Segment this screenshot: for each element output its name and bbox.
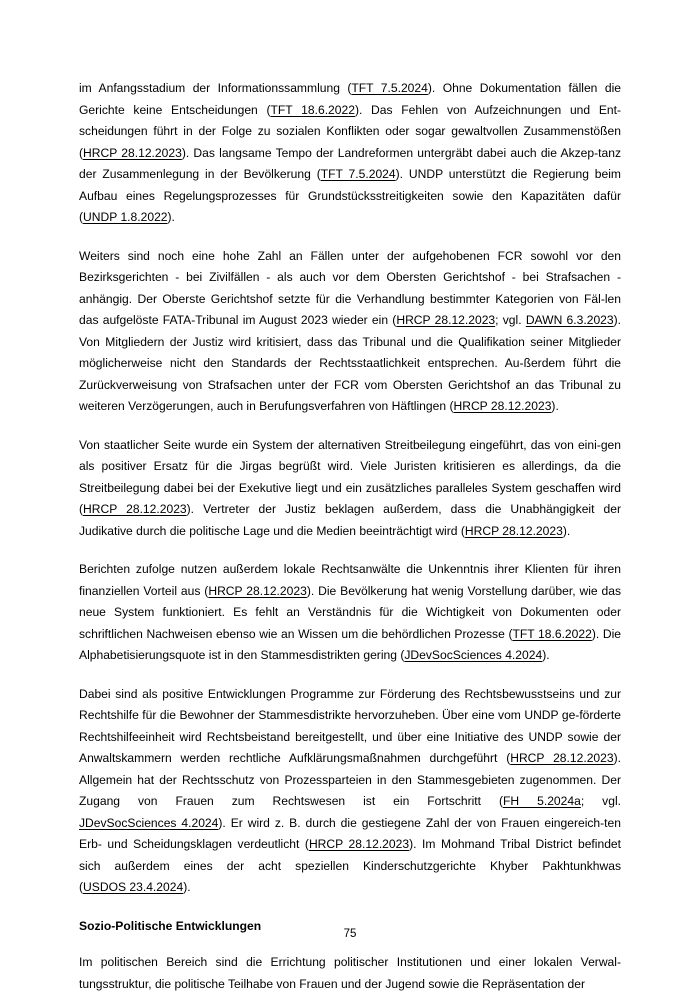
paragraph-2: Weiters sind noch eine hohe Zahl an Fällen unter der aufgehobenen FCR sowohl vor den Bezirksgerichten - bei Zivilfällen - als auch vor dem Obersten Gerichtshof - bei Strafsachen - anhängig. Der Oberste Gerichtshof setzte für die Verhandlung bestimmter Kategorien von Fäl-len das aufgelöste FATA-Tribunal im August 2023 wieder ein (HRCP 28.12.2023; vgl. DAWN 6.3.2023). Von Mitgliedern der Justiz wird kritisiert, dass das Tribunal und die Qualifikation seiner Mitglieder möglicherweise nicht den Standards der Rechtsstaatlichkeit entsprechen. Au-ßerdem führt die Zurückverweisung von Strafsachen unter der FCR vom Obersten Gerichtshof an das Tribunal zu weiteren Verzögerungen, auch in Berufungsverfahren von Häftlingen (HRCP 28.12.2023).: [79, 248, 622, 413]
source-citation[interactable]: UNDP 1.8.2022: [83, 210, 168, 224]
paragraph-5: Dabei sind als positive Entwicklungen Programme zur Förderung des Rechtsbewusstseins und zur Rechtshilfe für die Bewohner der Stammesdistrikte hervorzuheben. Über eine vom UNDP ge-förderte Rechtshilfeeinheit wird Rechtsbeistand bereitgestellt, und über eine Initiative des UNDP sowie der Anwaltskammern werden rechtliche Aufklärungsmaßnahmen durchgeführt (HRCP 28.12.2023). Allgemein hat der Rechtsschutz von Prozessparteien in den Stammesgebieten zugenommen. Der Zugang von Frauen zum Rechtswesen ist ein Fortschritt (FH 5.2024a; vgl. JDevSocSciences 4.2024). Er wird z. B. durch die gestiegene Zahl der von Frauen eingereich-ten Erb- und Scheidungsklagen verdeutlicht (HRCP 28.12.2023). Im Mohmand Tribal District befindet sich außerdem eines der acht speziellen Kinderschutzgerichte Khyber Pakhtunkhwas (USDOS 23.4.2024).: [79, 686, 622, 894]
source-citation[interactable]: JDevSocSciences 4.2024: [404, 648, 543, 662]
source-citation[interactable]: HRCP 28.12.2023: [510, 751, 614, 765]
source-citation[interactable]: TFT 7.5.2024: [320, 167, 396, 181]
paragraph-1: im Anfangsstadium der Informationssammlung (TFT 7.5.2024). Ohne Dokumentation fällen die Gerichte keine Entscheidungen (TFT 18.6.2022). Das Fehlen von Aufzeichnungen und Ent-scheidungen führt in der Folge zu sozialen Konflikten oder sogar gewaltvollen Zusammenstößen (HRCP 28.12.2023). Das langsame Tempo der Landreformen untergräbt dabei auch die Akzep-tanz der Zusammenlegung in der Bevölkerung (TFT 7.5.2024). UNDP unterstützt die Regierung beim Aufbau eines Regelungsprozesses für Grundstücksstreitigkeiten sowie den Kapazitäten dafür (UNDP 1.8.2022).: [79, 81, 622, 224]
source-citation[interactable]: JDevSocSciences 4.2024: [79, 815, 219, 830]
source-citation[interactable]: HRCP 28.12.2023: [83, 502, 187, 516]
source-citation[interactable]: HRCP 28.12.2023: [308, 837, 410, 851]
source-citation[interactable]: HRCP 28.12.2023: [464, 523, 563, 538]
source-citation[interactable]: HRCP 28.12.2023: [453, 399, 552, 413]
page-number: 75: [343, 928, 357, 940]
source-citation[interactable]: FH 5.2024a: [503, 794, 581, 808]
paragraph-4: Berichten zufolge nutzen außerdem lokale Rechtsanwälte die Unkenntnis ihrer Klienten für ihren finanziellen Vorteil aus (HRCP 28.12.2023). Die Bevölkerung hat wenig Vorstellung darüber, wie das neue System funktioniert. Es fehlt an Verständnis für die Wichtigkeit von Dokumenten oder schriftlichen Nachweisen ebenso wie an Wissen um die behördlichen Prozesse (TFT 18.6.2022). Die Alphabetisierungsquote ist in den Stammesdistrikten gering (JDevSocSciences 4.2024).: [79, 562, 622, 662]
source-citation[interactable]: DAWN 6.3.2023: [525, 313, 614, 327]
source-citation[interactable]: USDOS 23.4.2024: [83, 880, 184, 894]
section-heading: Sozio-Politische Entwicklungen: [79, 918, 262, 933]
source-citation[interactable]: HRCP 28.12.2023: [396, 313, 496, 327]
source-citation[interactable]: TFT 18.6.2022: [270, 102, 355, 117]
paragraph-3: Von staatlicher Seite wurde ein System der alternativen Streitbeilegung eingeführt, das von eini-gen als positiver Ersatz für die Jirgas begrüßt wird. Viele Juristen kritisieren es allerdings, da die Streitbeilegung dabei bei der Exekutive liegt und ein zusätzliches paralleles System geschaffen wird (HRCP 28.12.2023). Vertreter der Justiz beklagen außerdem, dass die Unabhängigkeit der Judikative durch die politische Lage und die Medien beeinträchtigt wird (HRCP 28.12.2023).: [79, 437, 621, 538]
source-citation[interactable]: HRCP 28.12.2023: [83, 145, 182, 160]
source-citation[interactable]: TFT 7.5.2024: [351, 81, 428, 95]
source-citation[interactable]: TFT 18.6.2022: [512, 626, 592, 641]
paragraph-6: Im politischen Bereich sind die Errichtung politischer Institutionen und einer lokalen Verwal-tungsstruktur, die politische Teilhabe von Frauen und der Jugend sowie die Repräsentation der: [79, 955, 621, 991]
source-citation[interactable]: HRCP 28.12.2023: [208, 583, 307, 598]
page-content: [79, 78, 621, 995]
